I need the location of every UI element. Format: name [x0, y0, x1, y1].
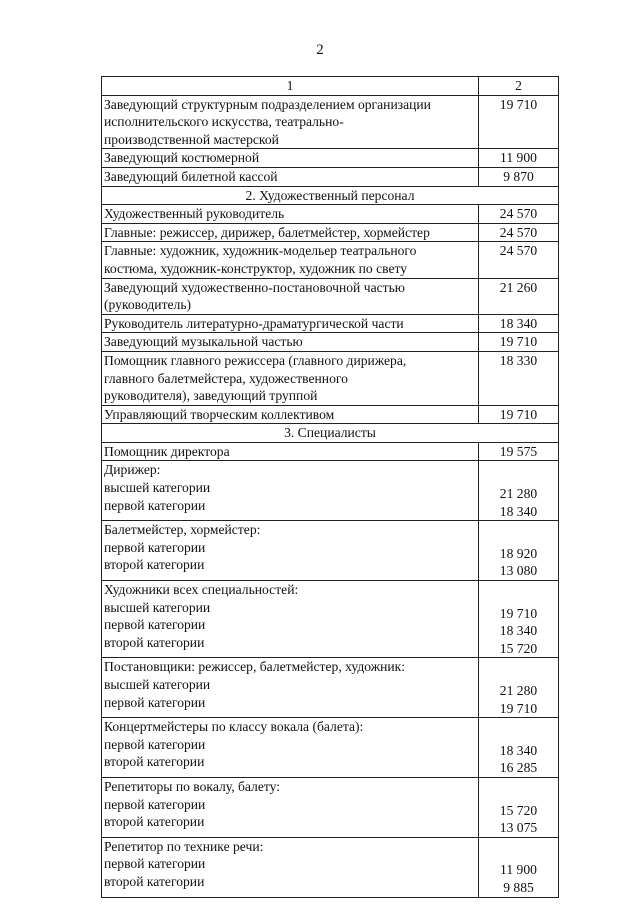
salary-cell: [479, 461, 559, 521]
position-cell: [102, 149, 479, 168]
position-text: Концертмейстеры по классу вокала (балета):: [104, 719, 364, 735]
table-row: [102, 461, 559, 521]
salary-value: 13 075: [499, 820, 538, 836]
position-cell: [102, 167, 479, 186]
salary-cell: [479, 314, 559, 333]
position-text: Художники всех специальностей:: [104, 582, 299, 598]
position-text: Главные: режиссер, дирижер, балетмейстер, хормейстер: [104, 224, 430, 240]
position-cell: [102, 242, 479, 278]
salary-cell: [479, 167, 559, 186]
position-cell: [102, 581, 479, 658]
position-text: (руководитель): [104, 297, 192, 313]
position-cell: [102, 461, 479, 521]
salary-value: [479, 664, 558, 682]
salary-cell: [479, 223, 559, 242]
salary-value: 19 710: [499, 96, 538, 112]
table-row: [102, 658, 559, 718]
position-text: высшей категории: [104, 677, 211, 692]
position-text: Постановщики: режиссер, балетмейстер, художник:: [104, 659, 406, 675]
salary-value: [479, 844, 558, 862]
table-row: [102, 405, 559, 424]
position-text: Художественный руководитель: [104, 206, 285, 222]
salary-cell: [479, 777, 559, 837]
salary-value: 13 080: [499, 563, 538, 579]
table-row: [102, 314, 559, 333]
salary-cell: [479, 581, 559, 658]
salary-value: 21 260: [499, 279, 538, 295]
position-text: костюма, художник-конструктор, художник по свету: [104, 260, 408, 276]
position-text: высшей категории: [104, 480, 211, 496]
salary-value: 15 720: [499, 802, 538, 818]
salary-value: 19 710: [499, 406, 538, 422]
position-text: первой категории: [104, 736, 206, 752]
header-col2: 2: [479, 77, 559, 96]
salary-value: 11 900: [500, 862, 537, 878]
salary-value: 9 870: [503, 168, 534, 184]
position-cell: [102, 442, 479, 461]
table-row: [102, 837, 559, 897]
salary-cell: [479, 205, 559, 224]
position-text: производственной мастерской: [104, 131, 279, 147]
position-text: Помощник главного режиссера (главного дирижера,: [104, 352, 407, 368]
salary-value: 11 900: [500, 150, 537, 166]
table-row: [102, 442, 559, 461]
position-text: Заведующий костюмерной: [104, 150, 260, 166]
salary-value: 21 280: [499, 486, 538, 502]
salary-cell: [479, 149, 559, 168]
position-text: Управляющий творческим коллективом: [104, 406, 335, 422]
salary-value: 19 710: [499, 605, 538, 621]
position-text: первой категории: [104, 694, 206, 710]
table-row: [102, 351, 559, 405]
salary-value: [479, 587, 558, 605]
position-text: первой категории: [104, 539, 206, 555]
position-text: Заведующий художественно-постановочной частью: [104, 279, 405, 295]
salary-value: [479, 467, 558, 485]
table-row: [102, 333, 559, 352]
section-header-row: [102, 186, 559, 205]
salary-value: 21 280: [499, 683, 538, 698]
table-row: [102, 581, 559, 658]
salary-value: 18 330: [499, 352, 538, 368]
salary-cell: [479, 718, 559, 778]
position-cell: [102, 718, 479, 778]
page-number: 2: [316, 42, 324, 58]
salary-cell: [479, 658, 559, 718]
salary-value: [479, 724, 558, 742]
header-col1: 1: [102, 77, 479, 96]
section-title: 2. Художественный персонал: [102, 186, 559, 205]
position-cell: [102, 405, 479, 424]
salary-cell: [479, 333, 559, 352]
salary-value: 18 920: [499, 545, 538, 561]
table-row: [102, 242, 559, 278]
position-text: второй категории: [104, 873, 205, 889]
salary-value: 19 575: [499, 443, 538, 459]
salary-value: [479, 527, 558, 545]
position-text: второй категории: [104, 754, 205, 770]
position-text: Репетиторы по вокалу, балету:: [104, 778, 281, 794]
position-cell: [102, 205, 479, 224]
position-cell: [102, 314, 479, 333]
salary-value: 18 340: [499, 742, 538, 758]
position-text: второй категории: [104, 557, 205, 573]
salary-value: 19 710: [499, 334, 538, 350]
position-text: Балетмейстер, хормейстер:: [104, 522, 261, 538]
position-cell: [102, 521, 479, 581]
table-row: [102, 718, 559, 778]
position-text: исполнительского искусства, театрально-: [104, 114, 344, 130]
position-text: Заведующий музыкальной частью: [104, 334, 303, 350]
table-row: [102, 521, 559, 581]
table-row: [102, 167, 559, 186]
section-title: 3. Специалисты: [102, 424, 559, 443]
salary-value: 18 340: [499, 503, 538, 519]
position-cell: [102, 223, 479, 242]
position-text: первой категории: [104, 497, 206, 513]
salary-cell: [479, 521, 559, 581]
salary-cell: [479, 95, 559, 149]
position-text: высшей категории: [104, 599, 211, 615]
salary-value: 24 570: [499, 243, 538, 259]
salary-value: 24 570: [499, 224, 538, 240]
table-row: [102, 205, 559, 224]
table-row: [102, 278, 559, 314]
salary-value: 16 285: [499, 760, 538, 776]
position-text: первой категории: [104, 856, 206, 872]
position-cell: [102, 333, 479, 352]
position-text: Заведующий билетной кассой: [104, 168, 278, 184]
position-text: второй категории: [104, 634, 205, 650]
position-text: первой категории: [104, 796, 206, 812]
position-text: главного балетмейстера, художественного: [104, 370, 348, 386]
position-text: руководителя), заведующий труппой: [104, 388, 318, 404]
position-cell: [102, 658, 479, 718]
position-text: Главные: художник, художник-модельер театрального: [104, 243, 417, 259]
salary-cell: [479, 351, 559, 405]
position-cell: [102, 777, 479, 837]
position-cell: [102, 837, 479, 897]
position-text: Заведующий структурным подразделением организации: [104, 96, 431, 112]
salary-cell: [479, 405, 559, 424]
salary-cell: [479, 442, 559, 461]
table-row: [102, 95, 559, 149]
position-text: Помощник директора: [104, 443, 230, 459]
salary-value: 18 340: [499, 315, 538, 331]
table-row: [102, 223, 559, 242]
section-header-row: [102, 424, 559, 443]
salary-cell: [479, 278, 559, 314]
salary-table: [101, 76, 559, 898]
salary-value: 9 885: [503, 879, 534, 895]
position-cell: [102, 95, 479, 149]
salary-cell: [479, 837, 559, 897]
position-cell: [102, 278, 479, 314]
salary-value: 15 720: [499, 640, 538, 656]
salary-value: [479, 784, 558, 802]
position-cell: [102, 351, 479, 405]
salary-value: 18 340: [499, 623, 538, 639]
position-text: Руководитель литературно-драматургической части: [104, 315, 404, 331]
position-text: Репетитор по технике речи:: [104, 838, 264, 854]
position-text: первой категории: [104, 617, 206, 633]
salary-value: 19 710: [499, 700, 538, 716]
salary-cell: [479, 242, 559, 278]
table-header-row: [102, 77, 559, 96]
salary-value: 24 570: [499, 206, 538, 222]
table-row: [102, 777, 559, 837]
table-row: [102, 149, 559, 168]
position-text: второй категории: [104, 814, 205, 830]
position-text: Дирижер:: [104, 462, 161, 478]
